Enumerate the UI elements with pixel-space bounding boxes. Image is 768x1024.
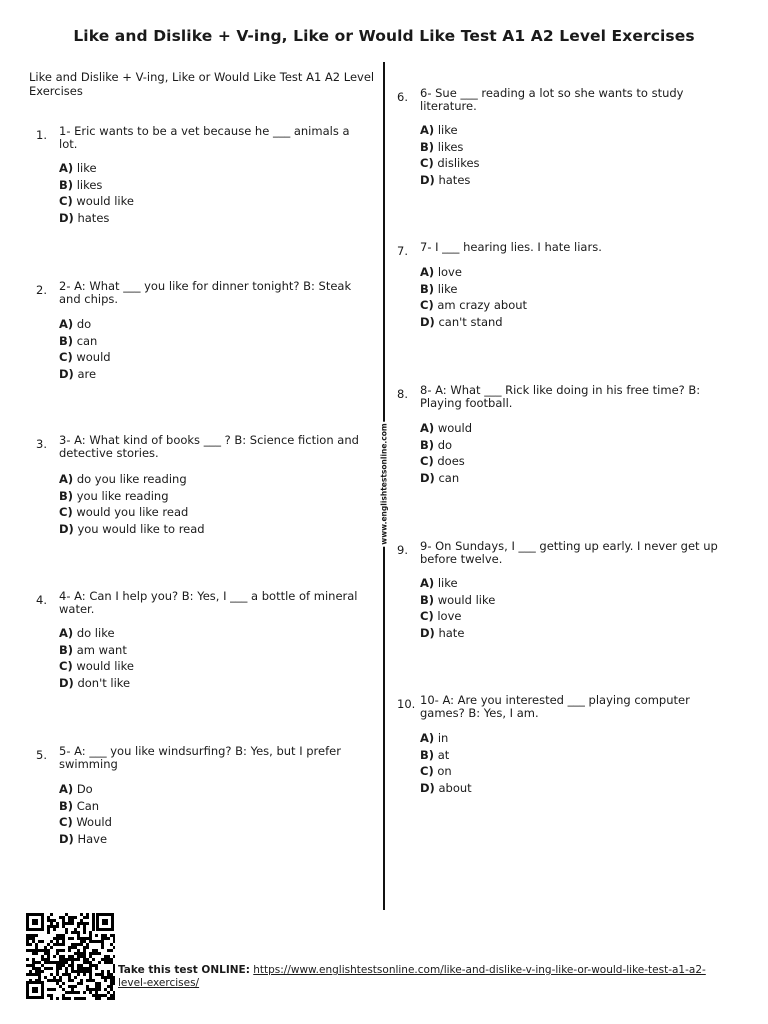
option-c[interactable]: C) would like: [59, 194, 134, 208]
option-a[interactable]: A) like: [420, 576, 458, 590]
option-b[interactable]: B) likes: [420, 139, 464, 154]
question-text: 6- Sue ___ reading a lot so she wants to study literature.: [420, 86, 684, 113]
page-title: Like and Dislike + V-ing, Like or Would Like Test A1 A2 Level Exercises: [73, 27, 695, 45]
question-number: 10.: [397, 697, 416, 711]
option-d[interactable]: D) are: [59, 366, 97, 381]
option-c[interactable]: C) would: [59, 350, 111, 364]
option-b[interactable]: B) likes: [59, 177, 103, 192]
document-subtitle: Like and Dislike + V-ing, Like or Would Like Test A1 A2 Level Exercises: [29, 70, 375, 98]
option-d[interactable]: D) you would like to read: [59, 521, 205, 536]
option-a[interactable]: A) do like: [59, 626, 115, 640]
option-c[interactable]: C) would like: [59, 659, 134, 673]
option-c[interactable]: C) dislikes: [420, 156, 480, 170]
question-text: 3- A: What kind of books ___ ? B: Science fiction and detective stories.: [59, 433, 359, 460]
question-text: 8- A: What ___ Rick like doing in his free time? B: Playing football.: [420, 383, 701, 410]
question-number: 1.: [36, 128, 47, 142]
question-text: 9- On Sundays, I ___ getting up early. I never get up before twelve.: [420, 539, 718, 566]
option-d[interactable]: D) don't like: [59, 675, 131, 690]
option-a[interactable]: A) do: [59, 317, 92, 331]
option-c[interactable]: C) am crazy about: [420, 298, 528, 312]
option-b[interactable]: B) do: [420, 437, 453, 452]
option-a[interactable]: A) love: [420, 265, 462, 279]
option-c[interactable]: C) does: [420, 454, 465, 468]
question-number: 8.: [397, 387, 408, 401]
option-c[interactable]: C) love: [420, 609, 462, 623]
option-a[interactable]: A) Do: [59, 782, 93, 796]
option-a[interactable]: A) like: [59, 161, 97, 175]
question-text: 7- I ___ hearing lies. I hate liars.: [420, 240, 602, 254]
question-text: 5- A: ___ you like windsurfing? B: Yes, but I prefer swimming: [59, 744, 341, 771]
question-number: 2.: [36, 283, 47, 297]
question-number: 7.: [397, 244, 408, 258]
footer-label: Take this test ONLINE:: [118, 964, 250, 976]
option-d[interactable]: D) can't stand: [420, 314, 503, 329]
option-d[interactable]: D) hates: [420, 172, 471, 187]
option-b[interactable]: B) at: [420, 747, 450, 762]
qr-code-icon[interactable]: [25, 912, 115, 1000]
option-b[interactable]: B) like: [420, 281, 458, 296]
option-a[interactable]: A) in: [420, 731, 449, 745]
option-b[interactable]: B) am want: [59, 642, 127, 657]
option-a[interactable]: A) like: [420, 123, 458, 137]
question-text: 1- Eric wants to be a vet because he ___ animals a lot.: [59, 124, 350, 151]
option-b[interactable]: B) would like: [420, 592, 496, 607]
option-d[interactable]: D) Have: [59, 831, 108, 846]
question-text: 2- A: What ___ you like for dinner tonight? B: Steak and chips.: [59, 279, 352, 306]
question-number: 9.: [397, 543, 408, 557]
website-watermark: www.englishtestsonline.com: [379, 423, 389, 545]
option-c[interactable]: C) would you like read: [59, 505, 189, 519]
option-d[interactable]: D) hates: [59, 210, 110, 225]
question-text: 4- A: Can I help you? B: Yes, I ___ a bottle of mineral water.: [59, 589, 358, 616]
test-online-link[interactable]: https://www.englishtestsonline.com/like-and-dislike-v-ing-like-or-would-like-test-a1-a2-level-exercises/: [118, 964, 706, 989]
question-number: 4.: [36, 593, 47, 607]
footer-link-line: [118, 964, 708, 990]
option-d[interactable]: D) about: [420, 780, 472, 795]
question-number: 6.: [397, 90, 408, 104]
option-c[interactable]: C) Would: [59, 815, 112, 829]
question-number: 5.: [36, 748, 47, 762]
option-a[interactable]: A) would: [420, 421, 473, 435]
option-d[interactable]: D) hate: [420, 625, 465, 640]
option-b[interactable]: B) can: [59, 333, 98, 348]
option-d[interactable]: D) can: [420, 470, 460, 485]
option-b[interactable]: B) Can: [59, 798, 100, 813]
option-c[interactable]: C) on: [420, 764, 452, 778]
question-text: 10- A: Are you interested ___ playing computer games? B: Yes, I am.: [420, 693, 690, 720]
option-b[interactable]: B) you like reading: [59, 488, 169, 503]
option-a[interactable]: A) do you like reading: [59, 472, 187, 486]
question-number: 3.: [36, 437, 47, 451]
